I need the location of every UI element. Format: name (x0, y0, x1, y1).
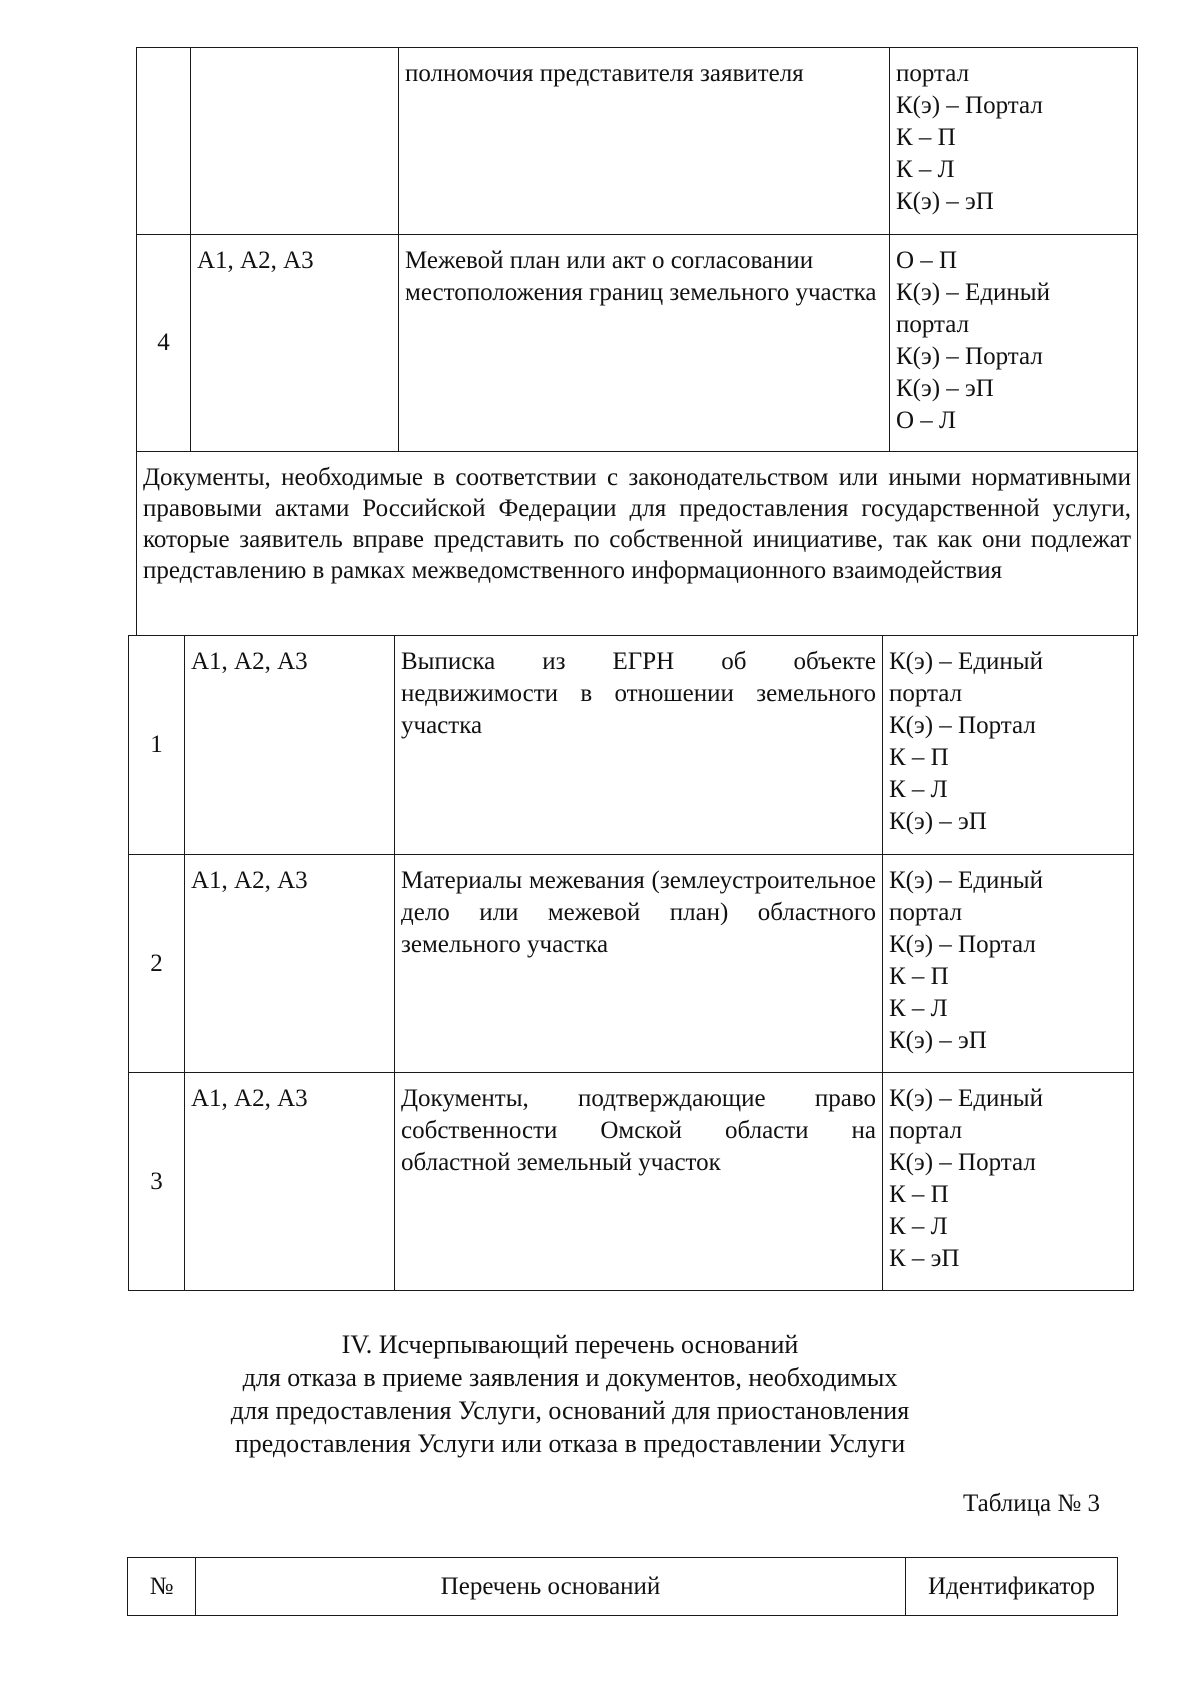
column-header-identifier: Идентификатор (906, 1558, 1118, 1616)
document-description: Материалы межевания (землеустроительное дело или межевой план) областного земельного участка (395, 855, 883, 1073)
row-number: 2 (129, 855, 185, 1073)
section-title-line: для предоставления Услуги, оснований для приостановления (230, 1396, 910, 1425)
document-description: полномочия представителя заявителя (399, 48, 890, 235)
row-number: 3 (129, 1073, 185, 1291)
submission-methods: К(э) – Единый портал К(э) – Портал К – П К – Л К(э) – эП (883, 855, 1134, 1073)
applicant-ids: А1, А2, А3 (185, 855, 395, 1073)
applicant-ids: А1, А2, А3 (191, 235, 399, 452)
submission-methods: О – П К(э) – Единый портал К(э) – Портал К(э) – эП О – Л (890, 235, 1138, 452)
document-description: Выписка из ЕГРН об объекте недвижимости в отношении земельного участка (395, 636, 883, 855)
column-header-number: № (128, 1558, 196, 1616)
row-number: 4 (137, 235, 191, 452)
applicant-ids (191, 48, 399, 235)
table-row (137, 235, 1138, 452)
row-number: 1 (129, 636, 185, 855)
table-row (129, 1073, 1134, 1291)
column-header-grounds: Перечень оснований (196, 1558, 906, 1616)
document-description: Межевой план или акт о согласовании местоположения границ земельного участка (399, 235, 890, 452)
row-number (137, 48, 191, 235)
table-header-row (128, 1558, 1118, 1616)
submission-methods: К(э) – Единый портал К(э) – Портал К – П К – Л К – эП (883, 1073, 1134, 1291)
submission-methods: портал К(э) – Портал К – П К – Л К(э) – эП (890, 48, 1138, 235)
grounds-table (127, 1557, 1118, 1616)
document-description: Документы, подтверждающие право собственности Омской области на областной земельный участок (395, 1073, 883, 1291)
section-title (0, 1328, 1140, 1460)
applicant-ids: А1, А2, А3 (185, 1073, 395, 1291)
section-header-text: Документы, необходимые в соответствии с законодательством или иными нормативными правовыми актами Российской Федерации для предоставления государственной услуги, которые заявитель вправе представить по собственной инициативе, так как они подлежат представлению в рамках межведомственного информационного взаимодействия (137, 452, 1138, 636)
section-title-line: IV. Исчерпывающий перечень оснований (341, 1330, 799, 1359)
documents-table-bottom (128, 635, 1134, 1291)
submission-methods: К(э) – Единый портал К(э) – Портал К – П К – Л К(э) – эП (883, 636, 1134, 855)
section-title-line: для отказа в приеме заявления и документов, необходимых (242, 1363, 898, 1392)
table-label: Таблица № 3 (962, 1490, 1100, 1517)
section-header-row (137, 452, 1138, 636)
documents-table-top (136, 47, 1138, 636)
table-row (137, 48, 1138, 235)
table-row (129, 636, 1134, 855)
section-title-line: предоставления Услуги или отказа в предоставлении Услуги (234, 1429, 906, 1458)
table-row (129, 855, 1134, 1073)
applicant-ids: А1, А2, А3 (185, 636, 395, 855)
